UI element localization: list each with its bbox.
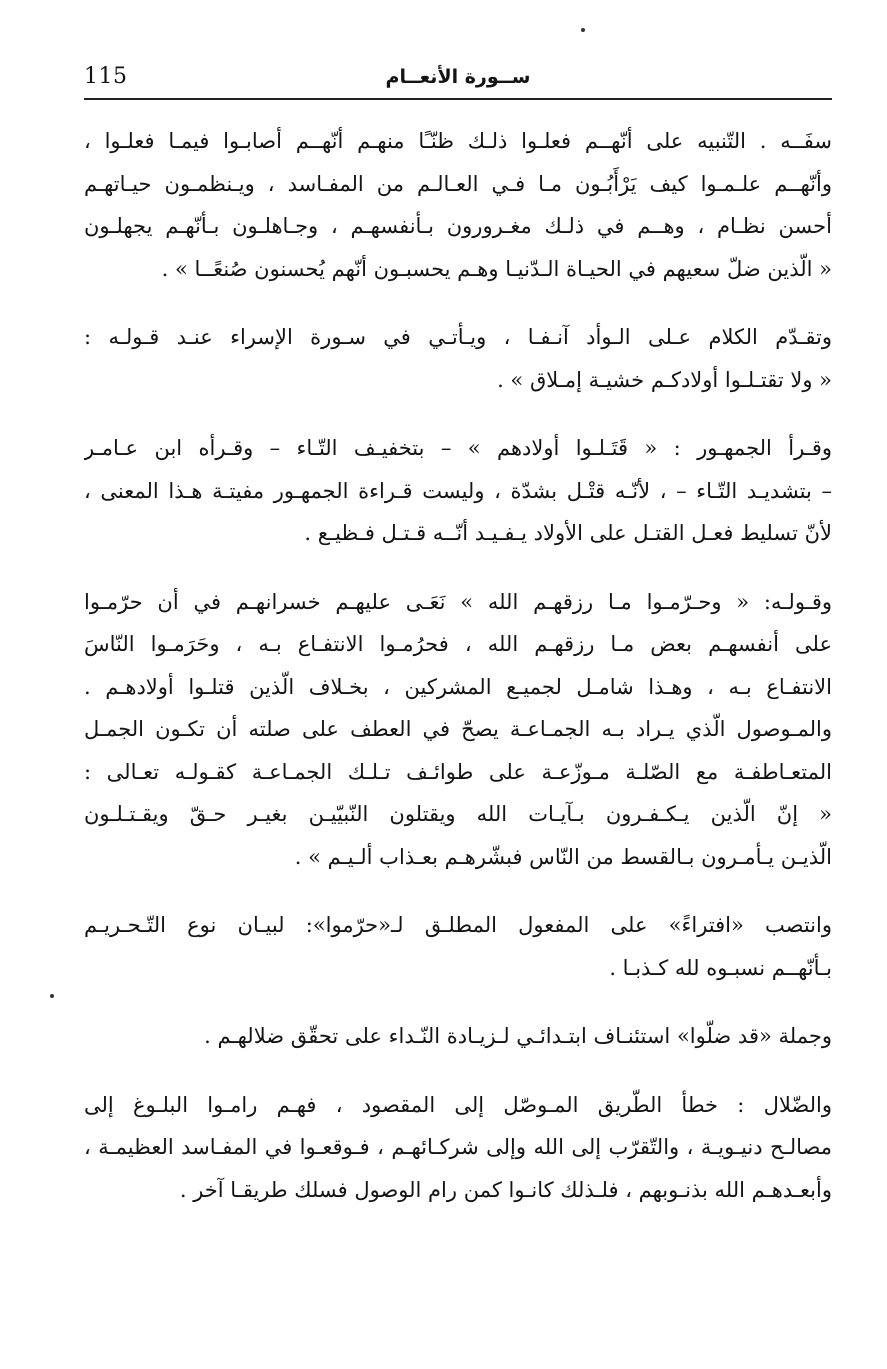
text-line: وأبعـدهـم الله بذنـوبهم ، فلـذلك كانـوا كمن رام الوصول فسلك طريقـا آخر .	[179, 1177, 832, 1202]
paragraph	[84, 581, 832, 879]
text-line: المتعـاطفـة مع الصّلـة مـوزّعـة على طوائـف تـلـك الجمـاعـة كقـولـه تعـالى :	[84, 759, 832, 784]
text-line: الّذيـن يـأمـرون بـالقسط من النّاس فبشّرهـم بعـذاب ألـيـم » .	[294, 844, 832, 869]
page-body	[84, 120, 832, 1237]
text-line: بـأنّهــم نسبـوه لله كـذبـا .	[609, 955, 832, 980]
paragraph	[84, 1015, 832, 1058]
text-line: مصالـح دنيـويـة ، والتّقرّب إلى الله وإلى شركـائهـم ، فـوقعـوا في المفـاسد العظيمـة ،	[84, 1135, 832, 1159]
text-line: أحسن نظـام ، وهــم في ذلـك مغـرورون بـأنفسهـم ، وجـاهلـون بـأنّهـم يجهلـون	[84, 214, 832, 238]
text-line: لأنّ تسليط فعـل القتـل على الأولاد يـفـيـد أنّــه قـتـل فـظيـع .	[304, 521, 832, 545]
text-line: وقـرأ الجمهـور : « قَتَـلـوا أولادهم » – بتخفيـف التّـاء – وقـرأه ابن عـامـر	[84, 436, 832, 460]
text-line: وقـولـه: « وحـرّمـوا مـا رزقهـم الله » نَعَـى عليهـم خسرانهـم في أن حرّمـوا	[84, 589, 832, 614]
paragraph	[84, 904, 832, 989]
ink-speck	[581, 28, 585, 32]
text-line: والمـوصول الّذي يـراد بـه الجمـاعـة يصحّ في العطف على صلته أن تكـون الجمـل	[84, 717, 832, 741]
text-line: « ولا تقتـلـوا أولادكـم خشيـة إمـلاق » .	[497, 367, 832, 392]
text-line: وتقـدّم الكلام عـلى الـوأد آنـفـا ، ويـأتـي في سـورة الإسراء عنـد قـولـه :	[84, 325, 832, 349]
page-header	[84, 60, 832, 100]
text-line: – بتشديـد التّـاء – ، لأنّـه قتْـل بشدّة ، وليست قـراءة الجمهـور مفيتـة هـذا المعنى ،	[84, 478, 832, 503]
text-line: الانتفـاع بـه ، وهـذا شامـل لجميـع المشركين ، بخـلاف الّذين قتلـوا أولادهـم .	[84, 674, 832, 699]
text-line: « إنّ الّذين يـكـفـرون بـآيـات الله ويقتلون النّبيّيـن بغيـر حـقّ ويقـتـلـون	[84, 802, 832, 826]
paragraph	[84, 427, 832, 555]
text-line: وانتصب «افتراءً» على المفعول المطلـق لـ«حرّموا»: لبيـان نوع التّـحـريـم	[84, 913, 832, 937]
text-line: وجملة «قد ضلّوا» استئنـاف ابتـدائـي لـزيـادة النّـداء على تحقّق ضلالهـم .	[204, 1024, 832, 1048]
text-line: على أنفسهـم بعض مـا رزقهـم الله ، فحرُمـوا الانتفـاع بـه ، وحَرَمـوا النّاسَ	[84, 632, 832, 656]
paragraph	[84, 1084, 832, 1212]
ink-speck	[50, 994, 54, 998]
paragraph	[84, 120, 832, 290]
header-rule	[84, 98, 832, 100]
text-line: وأنّهــم علـمـوا كيف يَرْأَبُـون مـا فـي العـالـم من المفـاسد ، ويـنظمـون حيـاتهـم	[84, 171, 832, 196]
running-head: ســورة الأنعــام	[385, 66, 531, 88]
text-line: والضّلال : خطأ الطّريق المـوصّل إلى المقصود ، فهـم رامـوا البلـوغ إلى	[84, 1092, 832, 1117]
page-number: 115	[84, 64, 128, 89]
text-line: سفَــه . التّنبيه على أنّهــم فعلـوا ذلـك ظنّـًا منهـم أنّهــم أصابـوا فيمـا فعلـوا ،	[84, 129, 832, 153]
text-line: « الّذين ضلّ سعيهم في الحيـاة الـدّنيـا وهـم يحسبـون أنّهم يُحسنون صُنعًــا » .	[161, 256, 832, 281]
paragraph	[84, 316, 832, 401]
